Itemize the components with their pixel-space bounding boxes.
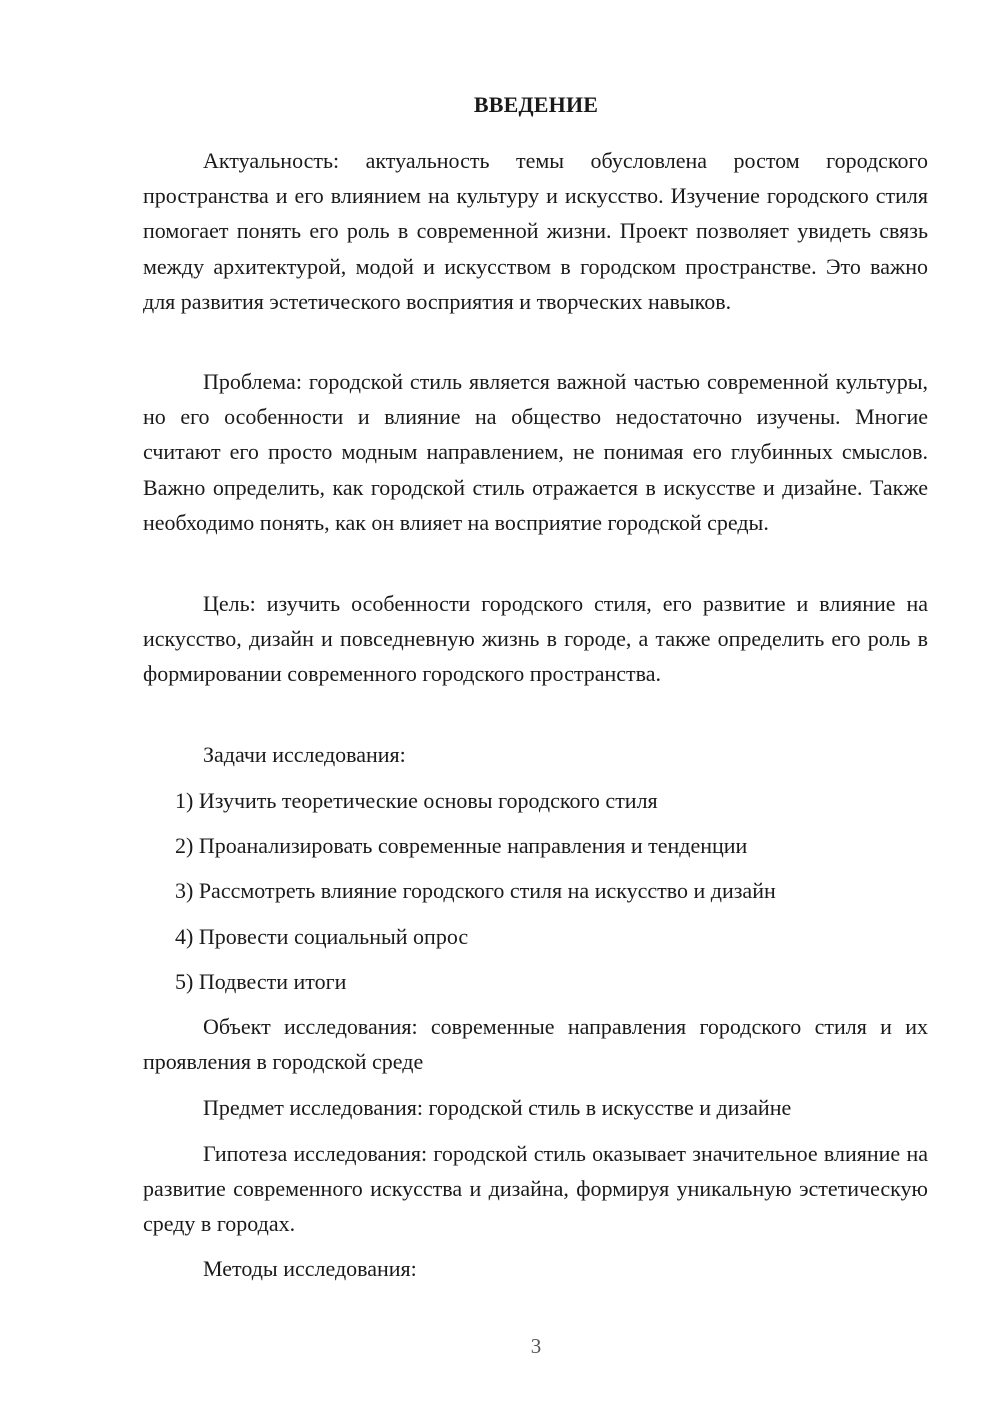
subject-text: Предмет исследования: городской стиль в искусстве и дизайне <box>203 1095 792 1120</box>
object-paragraph <box>143 1009 928 1079</box>
list-item: 3) Рассмотреть влияние городского стиля на искусство и дизайн <box>175 878 776 903</box>
problem-text: Проблема: городской стиль является важной частью современной культуры, но его особенности и влияние на общество недостаточно изучены. Многие считают его просто модным направлением, не понимая его глубинных смыслов. Важно определить, как городской стиль отражается в искусстве и дизайне. Также необходимо понять, как он влияет на восприятие городской среды. <box>143 369 928 535</box>
object-text: Объект исследования: современные направления городского стиля и их проявления в городской среде <box>143 1014 928 1075</box>
hypothesis-paragraph <box>143 1136 928 1242</box>
list-item: 2) Проанализировать современные направления и тенденции <box>175 833 748 858</box>
methods-heading: Методы исследования: <box>203 1256 417 1281</box>
page-heading: ВВЕДЕНИЕ <box>473 92 599 117</box>
problem-paragraph <box>143 364 928 540</box>
goal-paragraph <box>143 586 928 692</box>
list-item: 4) Провести социальный опрос <box>175 924 469 949</box>
list-item: 5) Подвести итоги <box>175 969 347 994</box>
relevance-paragraph <box>143 143 928 319</box>
goal-text: Цель: изучить особенности городского стиля, его развитие и влияние на искусство, дизайн и повседневную жизнь в городе, а также определить его роль в формировании современного городского пространства. <box>143 591 928 687</box>
page-number: 3 <box>530 1334 542 1358</box>
relevance-text: Актуальность: актуальность темы обусловлена ростом городского пространства и его влиянием на культуру и искусство. Изучение городского стиля помогает понять его роль в современной жизни. Проект позволяет увидеть связь между архитектурой, модой и искусством в городском пространстве. Это важно для развития эстетического восприятия и творческих навыков. <box>143 148 928 314</box>
hypothesis-text: Гипотеза исследования: городской стиль оказывает значительное влияние на развитие современного искусства и дизайна, формируя уникальную эстетическую среду в городах. <box>143 1141 928 1237</box>
tasks-heading: Задачи исследования: <box>203 742 406 767</box>
list-item: 1) Изучить теоретические основы городского стиля <box>175 788 658 813</box>
